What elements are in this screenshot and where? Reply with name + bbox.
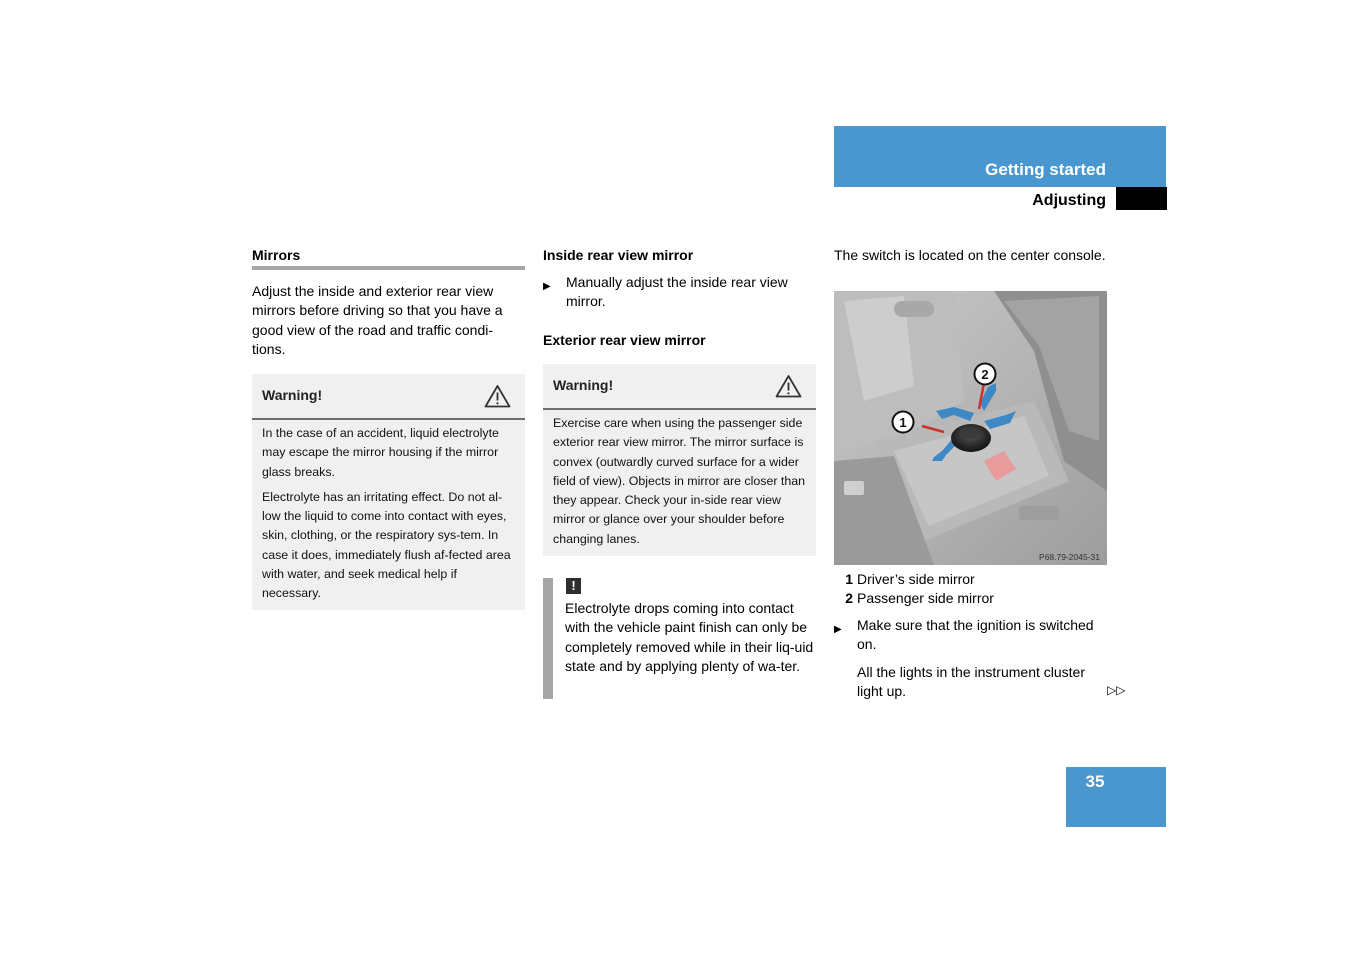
warning-body: [262, 424, 517, 610]
continue-icon: ▷▷: [1107, 683, 1126, 697]
warning-triangle-icon: [775, 374, 802, 398]
subsection-title: Adjusting: [1032, 192, 1106, 209]
warning-triangle-icon: [484, 384, 511, 408]
legend-item: [834, 570, 1107, 589]
warning-label: Warning!: [553, 377, 614, 393]
instruction-step: [834, 616, 1107, 655]
instruction-step: [543, 273, 816, 312]
legend-text: Driver’s side mirror: [857, 571, 975, 587]
legend-number: 2: [845, 590, 853, 606]
warning-header: [252, 374, 525, 420]
warning-paragraph: Electrolyte has an irritating effect. Do not al-low the liquid to come into contact with eyes, skin, clothing, or the respiratory sys-tem. In case it does, immediately flush af-fected area with water, and seek medical help if necessary.: [262, 489, 511, 601]
mirror-switch-photo: [834, 291, 1107, 565]
page-number: 35: [1085, 772, 1105, 791]
inside-mirror-heading: Inside rear view mirror: [543, 247, 694, 263]
bullet-triangle-icon: ▶: [543, 281, 551, 292]
warning-header: [543, 364, 816, 410]
svg-text:2: 2: [981, 367, 989, 382]
image-code: P68.79-2045-31: [1039, 552, 1100, 562]
warning-box-electrolyte: [252, 374, 525, 610]
callout-1: [893, 412, 914, 433]
legend-number: 1: [845, 571, 853, 587]
switch-location-text: The switch is located on the center console.: [834, 247, 1106, 263]
header-marker: [1116, 187, 1167, 210]
warning-box-convex-mirror: [543, 364, 816, 556]
bullet-triangle-icon: ▶: [834, 624, 842, 635]
legend-text: Passenger side mirror: [857, 590, 994, 606]
exclamation-icon: !: [566, 578, 581, 594]
note-text: Electrolyte drops coming into contact with the vehicle paint finish can only be completely removed while in their liq-uid state and by applying plenty of wa-ter.: [565, 600, 814, 674]
section-title: Getting started: [985, 160, 1106, 179]
svg-text:1: 1: [899, 415, 907, 430]
mirrors-heading: Mirrors: [252, 247, 301, 263]
result-text: All the lights in the instrument cluster light up.: [857, 664, 1085, 700]
warning-paragraph: In the case of an accident, liquid electrolyte may escape the mirror housing if the mirror glass breaks.: [262, 426, 499, 479]
note-bar: [543, 578, 553, 699]
warning-body: Exercise care when using the passenger side exterior rear view mirror. The mirror surface is convex (outwardly curved surface for a wider field of view). Objects in mirror are closer than they appear. Check your in-side rear view mirror or glance over your shoulder before changing lanes.: [553, 416, 806, 546]
warning-label: Warning!: [262, 387, 323, 403]
instruction-text: Make sure that the ignition is switched on.: [857, 617, 1094, 653]
heading-rule: [252, 266, 525, 270]
instruction-text: Manually adjust the inside rear view mirror.: [566, 274, 788, 310]
mirrors-intro: Adjust the inside and exterior rear view mirrors before driving so that you have a good view of the road and traffic condi-tions.: [252, 283, 503, 357]
callout-2: [975, 364, 996, 385]
legend-item: [834, 589, 1107, 608]
exterior-mirror-heading: Exterior rear view mirror: [543, 332, 706, 348]
